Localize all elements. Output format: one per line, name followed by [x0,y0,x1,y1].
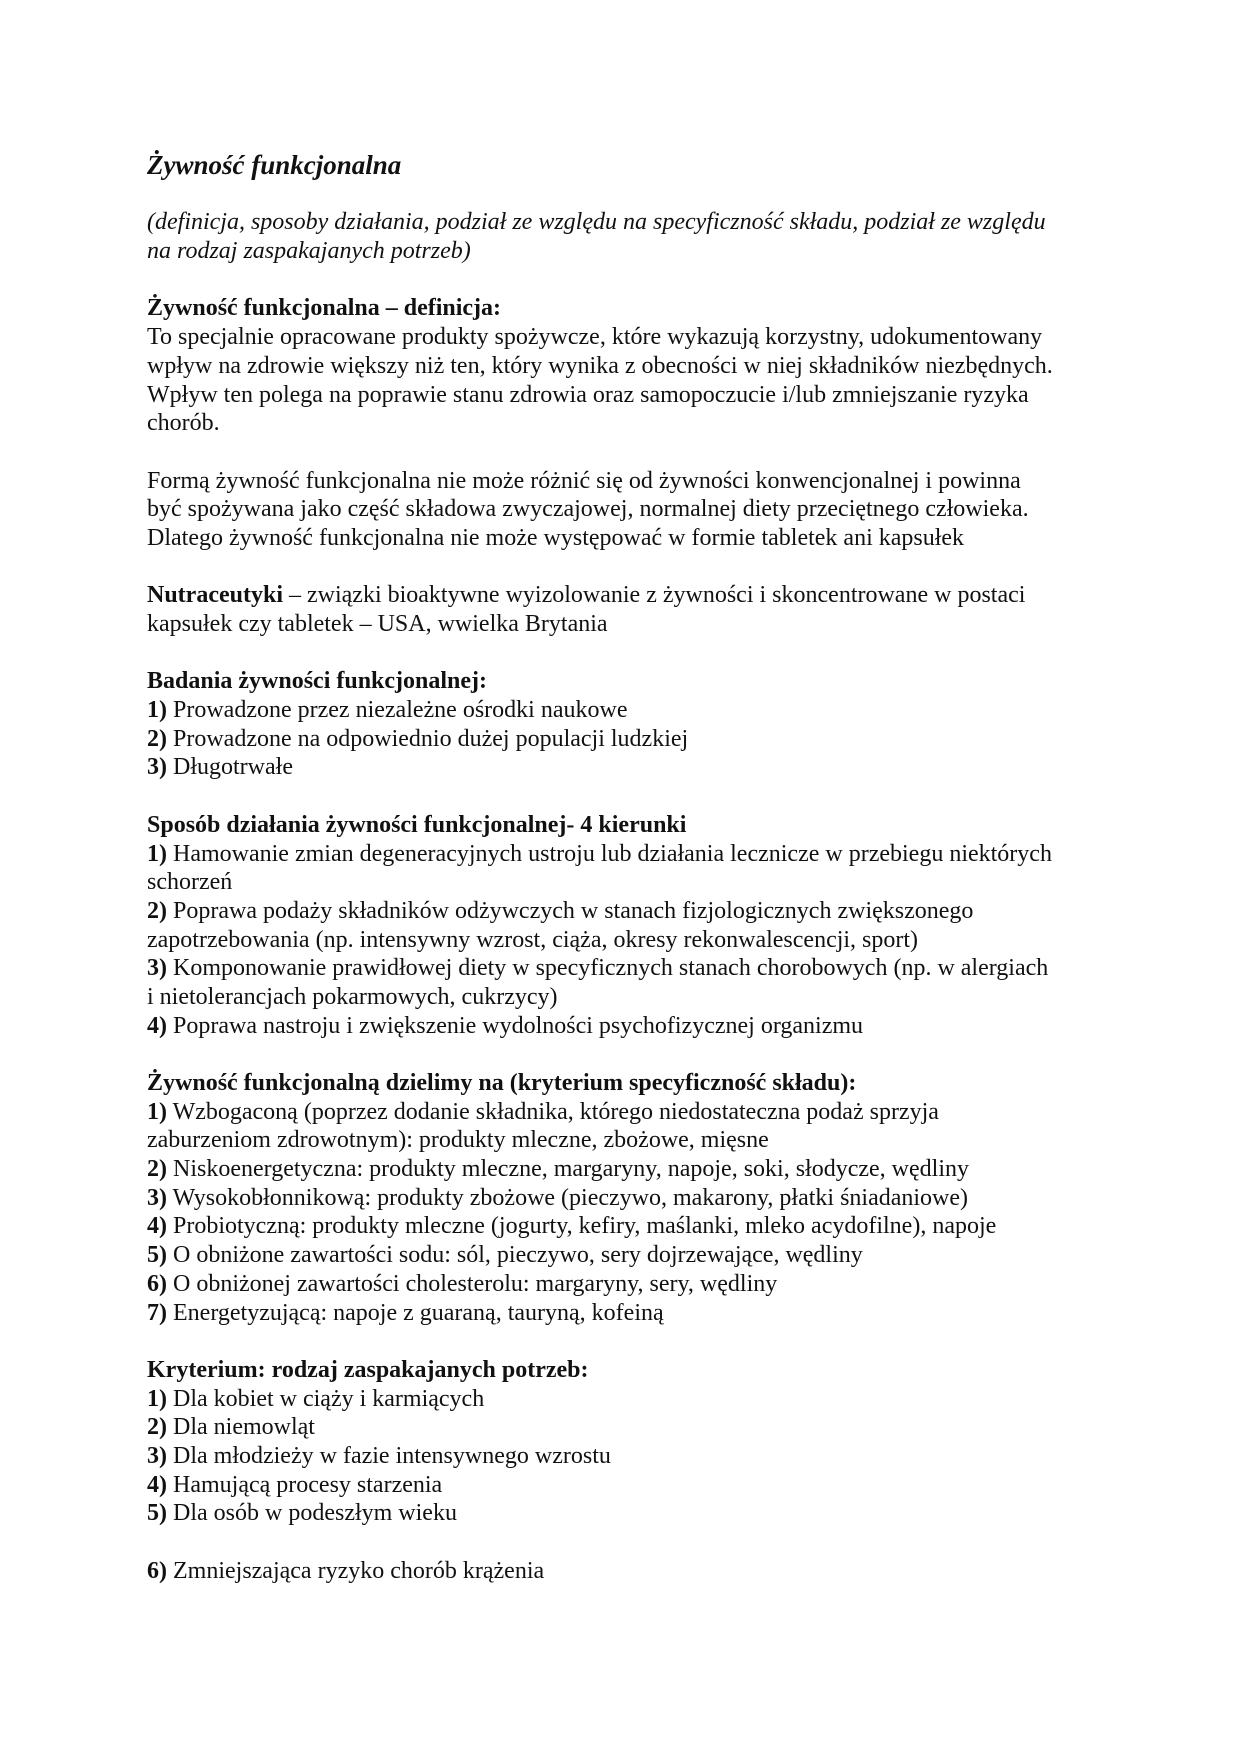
section [147,1356,1107,1528]
item-label: 1) [147,1098,167,1125]
page-title: Żywność funkcjonalna [147,150,402,180]
item-text: Wpływ ten polega na poprawie stanu zdrowia oraz samopoczucie i/lub zmniejszanie ryzyka [147,381,1029,408]
item-text: Zmniejszająca ryzyko chorób krążenia [167,1557,545,1584]
item-label: 6) [147,1557,167,1584]
text-line [147,1126,1107,1155]
section [147,294,1107,437]
item-label: 5) [147,1242,167,1269]
paragraph-spacer [147,1327,1107,1356]
item-label: 3) [147,1442,167,1469]
list-item [147,725,1107,754]
text-line [147,467,1107,496]
section [147,667,1107,782]
item-text: Hamowanie zmian degeneracyjnych ustroju lub działania lecznicze w przebiegu niektórych [167,840,1052,867]
list-item [147,1184,1107,1213]
item-label: 2) [147,725,167,752]
item-text: schorzeń [147,869,233,896]
item-text: Komponowanie prawidłowej diety w specyficznych stanach chorobowych (np. w alergiach [167,955,1049,982]
paragraph-spacer [147,639,1107,668]
item-text: O obniżonej zawartości cholesterolu: margaryny, sery, wędliny [167,1270,778,1297]
text-line [147,409,1107,438]
list-item [147,1385,1107,1414]
item-label: 2) [147,897,167,924]
list-item [147,897,1107,926]
list-item [147,1471,1107,1500]
list-item [147,1557,1107,1586]
item-text: Energetyzującą: napoje z guaraną, tauryną, kofeiną [167,1299,664,1326]
item-label: 6) [147,1270,167,1297]
paragraph-spacer [147,180,1107,209]
list-item [147,696,1107,725]
section [147,581,1107,638]
item-text: Poprawa podaży składników odżywczych w stanach fizjologicznych zwiększonego [167,897,974,924]
text-line [147,381,1107,410]
list-item [147,1155,1107,1184]
item-text: (definicja, sposoby działania, podział ze względu na specyficzność składu, podział ze względu [147,209,1046,236]
item-text: chorób. [147,410,220,437]
section-heading: Żywność funkcjonalną dzielimy na (kryterium specyficzność składu): [147,1070,857,1096]
text-line [147,610,1107,639]
item-text: i nietolerancjach pokarmowych, cukrzycy) [147,983,558,1010]
item-text: Dla osób w podeszłym wieku [167,1500,457,1527]
subtitle-block [147,208,1107,265]
list-item [147,1499,1107,1528]
item-text: Hamującą procesy starzenia [167,1471,443,1498]
list-item [147,1442,1107,1471]
item-text: O obniżone zawartości sodu: sól, pieczywo, sery dojrzewające, wędliny [167,1242,863,1269]
item-text: Prowadzone przez niezależne ośrodki naukowe [167,697,628,724]
section-heading: Kryterium: rodzaj zaspakajanych potrzeb: [147,1356,589,1383]
paragraph-spacer [147,553,1107,582]
list-item [147,954,1107,983]
item-text: na rodzaj zaspakajanych potrzeb) [147,238,471,265]
text-line [147,352,1107,381]
section [147,811,1107,1041]
document-title-block [147,151,1107,180]
item-text: Niskoenergetyczna: produkty mleczne, margaryny, napoje, soki, słodycze, wędliny [167,1156,969,1183]
item-text: wpływ na zdrowie większy niż ten, który wynika z obecności w niej składników niezbędnych. [147,352,1053,379]
item-text: Wysokobłonnikową: produkty zbożowe (pieczywo, makarony, płatki śniadaniowe) [167,1184,969,1211]
item-label: 4) [147,1213,167,1240]
item-text: Probiotyczną: produkty mleczne (jogurty, kefiry, maślanki, mleko acydofilne), napoje [167,1213,997,1240]
item-label: 2) [147,1156,167,1183]
item-text: zapotrzebowania (np. intensywny wzrost, ciąża, okresy rekonwalescencji, sport) [147,926,919,953]
item-label: 3) [147,754,167,781]
section [147,467,1107,553]
item-label: 1) [147,840,167,867]
text-line [147,237,1107,266]
item-text: – związki bioaktywne wyizolowanie z żywności i skoncentrowane w postaci [282,582,1026,609]
text-line [147,524,1107,553]
section-heading: Żywność funkcjonalna – definicja: [147,295,502,322]
item-text: Dla niemowląt [167,1414,315,1441]
item-text: Dla kobiet w ciąży i karmiących [167,1385,485,1412]
text-line [147,983,1107,1012]
item-label: 1) [147,697,167,724]
item-text: Dla młodzieży w fazie intensywnego wzrostu [167,1442,611,1469]
item-label: Nutraceutyki [147,582,283,609]
item-label: 1) [147,1385,167,1412]
item-label: 3) [147,955,167,982]
paragraph-spacer [147,1040,1107,1069]
list-item [147,1299,1107,1328]
list-item [147,1413,1107,1442]
text-line [147,868,1107,897]
paragraph-spacer [147,266,1107,295]
text-line [147,208,1107,237]
item-label: 4) [147,1471,167,1498]
item-text: Formą żywność funkcjonalna nie może różnić się od żywności konwencjonalnej i powinna [147,467,1021,494]
item-text: Dlatego żywność funkcjonalna nie może występować w formie tabletek ani kapsułek [147,524,965,551]
text-line [147,495,1107,524]
list-item [147,753,1107,782]
item-text: Wzbogaconą (poprzez dodanie składnika, którego niedostateczna podaż sprzyja [167,1098,939,1125]
section [147,1557,1107,1586]
paragraph-spacer [147,1528,1107,1557]
section-heading: Badania żywności funkcjonalnej: [147,668,488,695]
item-label: 2) [147,1414,167,1441]
item-label: 3) [147,1184,167,1211]
paragraph-spacer [147,438,1107,467]
item-text: Długotrwałe [167,754,293,781]
section [147,1069,1107,1327]
item-text: być spożywana jako część składowa zwyczajowej, normalnej diety przeciętnego człowieka. [147,496,1029,523]
item-label: 4) [147,1012,167,1039]
item-text: kapsułek czy tabletek – USA, wwielka Brytania [147,611,608,637]
item-label: 5) [147,1500,167,1527]
item-label: 7) [147,1299,167,1326]
list-item [147,1012,1107,1041]
list-item [147,840,1107,869]
text-line [147,323,1107,352]
paragraph-spacer [147,782,1107,811]
list-item [147,1212,1107,1241]
item-text: Prowadzone na odpowiednio dużej populacji ludzkiej [167,725,689,752]
item-text: zaburzeniom zdrowotnym): produkty mleczne, zbożowe, mięsne [147,1127,769,1154]
item-text: Poprawa nastroju i zwiększenie wydolności psychofizycznej organizmu [167,1012,864,1039]
section-heading: Sposób działania żywności funkcjonalnej- 4 kierunki [147,811,687,838]
list-item [147,1270,1107,1299]
text-line [147,926,1107,955]
document-page [147,151,1107,1585]
item-text: To specjalnie opracowane produkty spożywcze, które wykazują korzystny, udokumentowany [147,324,1043,351]
list-item [147,1098,1107,1127]
list-item [147,1241,1107,1270]
list-item [147,581,1107,610]
